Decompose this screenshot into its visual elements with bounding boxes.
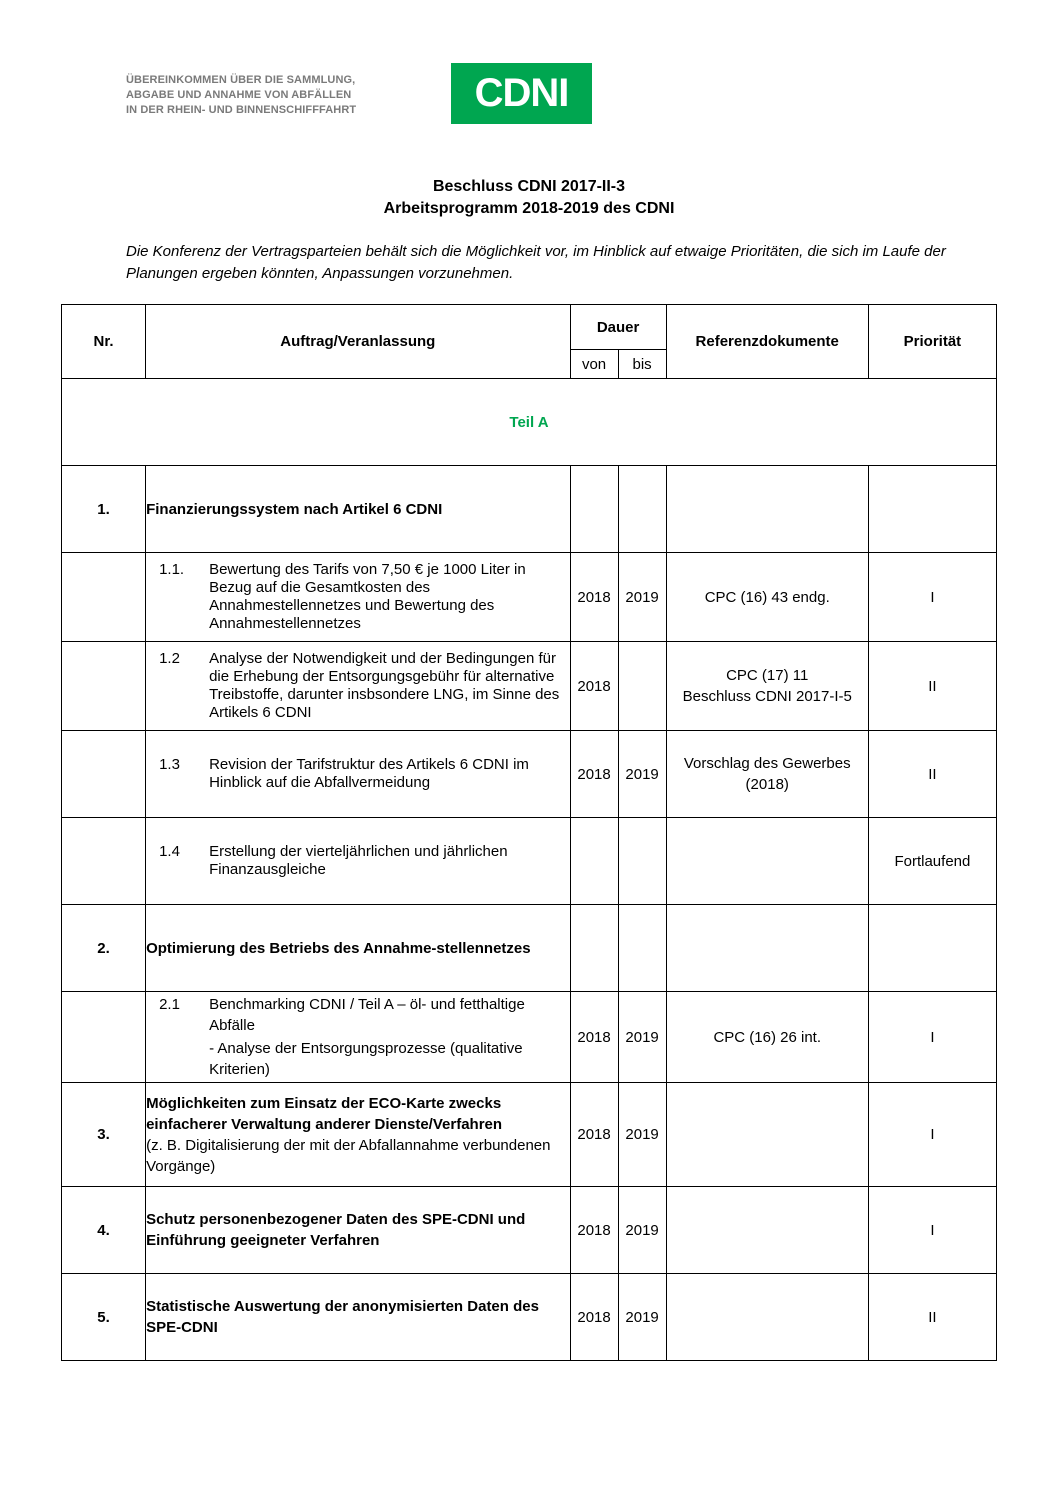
sub-number: 1.3 [159,756,180,773]
intro-paragraph: Die Konferenz der Vertragsparteien behält sich die Möglichkeit vor, im Hinblick auf etwaige Prioritäten, die sich im Laufe der Planungen ergeben könnten, Anpassungen vorzunehmen. [126,243,946,282]
org-line-3: IN DER RHEIN- UND BINNENSCHIFFFAHRT [126,104,357,116]
to-year: 2019 [618,1274,666,1361]
sub-text: Bewertung des Tarifs von 7,50 € je 1000 Liter in Bezug auf die Gesamtkosten des Annahmestellennetzes und Bewertung des Annahmestellennetzes [209,561,526,632]
sub-text-detail: - Analyse der Entsorgungsprozesse (qualitative Kriterien) [209,1040,523,1078]
table-row [62,818,997,905]
row-number: 5. [62,1274,146,1361]
header-priority: Priorität [868,305,996,379]
to-year: 2019 [618,553,666,642]
to-year [618,642,666,731]
sub-number: 1.1. [159,561,185,578]
to-year: 2019 [618,1187,666,1274]
priority: I [868,553,996,642]
priority: II [868,731,996,818]
priority: II [868,1274,996,1361]
from-year: 2018 [570,1187,618,1274]
from-year: 2018 [570,731,618,818]
reference-line-2: Beschluss CDNI 2017-I-5 [682,688,852,705]
org-line-1: ÜBEREINKOMMEN ÜBER DIE SAMMLUNG, [126,74,356,86]
organization-name [126,73,426,118]
header-duration: Dauer [570,305,666,350]
row-title: Finanzierungssystem nach Artikel 6 CDNI [146,500,443,518]
table-row [62,466,997,553]
row-number: 2. [62,905,146,992]
row-title: Optimierung des Betriebs des Annahme-stellennetzes [146,939,531,957]
section-heading: Teil A [62,379,997,466]
cdni-logo: CDNI [451,63,592,124]
from-year: 2018 [570,1274,618,1361]
sub-number: 1.2 [159,650,180,667]
table-row [62,1274,997,1361]
row-number: 3. [62,1083,146,1187]
table-row [62,905,997,992]
reference: CPC (16) 26 int. [666,992,868,1083]
priority: I [868,1083,996,1187]
row-title: Statistische Auswertung der anonymisierten Daten des SPE-CDNI [146,1298,539,1336]
from-year: 2018 [570,642,618,731]
sub-text: Benchmarking CDNI / Teil A – öl- und fetthaltige Abfälle [209,996,525,1034]
sub-text: Analyse der Notwendigkeit und der Bedingungen für die Erhebung der Entsorgungsgebühr für alternative Treibstoffe, darunter insbsondere LNG, im Sinne des Artikels 6 CDNI [209,650,560,721]
row-title: Schutz personenbezogener Daten des SPE-CDNI und Einführung geeigneter Verfahren [146,1211,526,1249]
priority: I [868,992,996,1083]
header-references: Referenzdokumente [666,305,868,379]
row-number: 4. [62,1187,146,1274]
header-from: von [570,350,618,379]
reference: CPC (16) 43 endg. [666,553,868,642]
reference [666,642,868,731]
table-row [62,731,997,818]
reference-line-1: CPC (17) 11 [726,667,809,684]
table-row [62,1083,997,1187]
priority: I [868,1187,996,1274]
to-year: 2019 [618,1083,666,1187]
to-year: 2019 [618,992,666,1083]
header-to: bis [618,350,666,379]
from-year: 2018 [570,553,618,642]
row-title: Möglichkeiten zum Einsatz der ECO-Karte zwecks einfacherer Verwaltung anderer Dienste/Verfahren [146,1094,503,1133]
from-year: 2018 [570,992,618,1083]
row-number: 1. [62,466,146,553]
priority: Fortlaufend [868,818,996,905]
org-line-2: ABGABE UND ANNAHME VON ABFÄLLEN [126,89,352,101]
table-row [62,1187,997,1274]
sub-number: 1.4 [159,843,180,860]
row-note: (z. B. Digitalisierung der mit der Abfallannahme verbundenen Vorgänge) [146,1136,551,1175]
sub-text: Revision der Tarifstruktur des Artikels 6 CDNI im Hinblick auf die Abfallvermeidung [209,756,529,791]
reference-line-1: Vorschlag des Gewerbes [683,755,851,772]
priority: II [868,642,996,731]
program-title: Arbeitsprogramm 2018-2019 des CDNI [383,200,675,217]
sub-text: Erstellung der vierteljährlichen und jährlichen Finanzausgleiche [209,843,508,878]
from-year: 2018 [570,1083,618,1187]
table-row [62,553,997,642]
reference-line-2: (2018) [745,776,789,793]
table-row [62,642,997,731]
work-program-table [61,304,997,1361]
to-year: 2019 [618,731,666,818]
table-row [62,992,997,1083]
decision-title: Beschluss CDNI 2017-II-3 [432,178,626,195]
sub-number: 2.1 [159,996,180,1013]
header-task: Auftrag/Veranlassung [146,305,570,379]
header-nr: Nr. [62,305,146,379]
reference [666,731,868,818]
